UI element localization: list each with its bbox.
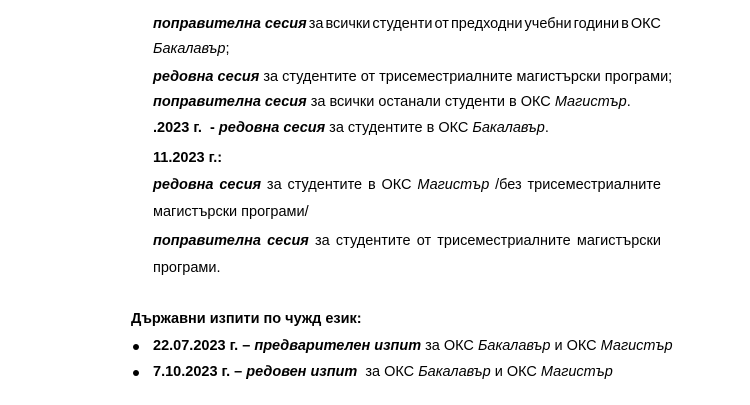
list-item <box>153 337 673 355</box>
word: студентите <box>287 177 363 193</box>
session-type-word: сесия <box>219 177 262 193</box>
text: за ОКС <box>421 338 478 354</box>
word: студентите <box>335 233 411 249</box>
session-type-word: редовна <box>153 177 214 193</box>
word: за <box>308 16 324 32</box>
word: предходни <box>450 16 523 32</box>
exam-type: предварителен изпит <box>254 338 422 354</box>
word: за <box>315 233 330 249</box>
session-type: поправителна сесия <box>153 16 307 32</box>
text: за студентите в ОКС <box>325 120 473 136</box>
degree-name: Магистър <box>600 338 673 354</box>
exam-date: 22.07.2023 г. – <box>153 338 255 354</box>
text: за ОКС <box>357 364 419 380</box>
word: /без <box>495 177 522 193</box>
word: ОКС <box>381 177 412 193</box>
section-heading: Държавни изпити по чужд език: <box>131 311 362 327</box>
degree-name: Магистър <box>417 177 490 193</box>
degree-name: Бакалавър <box>477 338 551 354</box>
paragraph-line-8: магистърски програми/ <box>153 204 309 220</box>
word: всички <box>325 16 371 32</box>
word: в <box>367 177 376 193</box>
bullet-icon <box>133 344 139 350</box>
session-type-word: сесия <box>267 233 309 249</box>
word: ОКС <box>630 16 661 32</box>
paragraph-line-1 <box>153 15 661 33</box>
exam-date: 7.10.2023 г. – <box>153 364 247 380</box>
text: за всички останали студенти в ОКС <box>306 94 555 110</box>
degree-name: Бакалавър <box>153 41 226 57</box>
word: в <box>621 16 629 32</box>
date-heading: 11.2023 г.: <box>153 150 223 166</box>
word: магистърски <box>576 233 661 249</box>
date-label: .2023 г. - <box>153 120 219 136</box>
degree-name: Бакалавър <box>418 364 491 380</box>
session-type: редовна сесия <box>218 120 326 136</box>
degree-name: Магистър <box>554 94 627 110</box>
paragraph-line-10: програми. <box>153 260 221 276</box>
text: и ОКС <box>490 364 541 380</box>
session-type: поправителна сесия <box>153 94 307 110</box>
word: за <box>266 177 282 193</box>
clipped-previous-line <box>153 0 673 4</box>
text: за студентите от трисеместриалните магистърски програми; <box>259 69 673 85</box>
punctuation: . <box>626 94 631 110</box>
paragraph-line-4 <box>153 93 631 111</box>
degree-name: Магистър <box>540 364 613 380</box>
word: години <box>573 16 620 32</box>
exam-type: редовен изпит <box>246 364 358 380</box>
paragraph-line-3 <box>153 68 672 86</box>
word: студенти <box>372 16 433 32</box>
session-type-word: поправителна <box>153 233 261 249</box>
word: от <box>434 16 449 32</box>
punctuation: . <box>544 120 549 136</box>
paragraph-line-7 <box>153 176 661 194</box>
paragraph-line-2 <box>153 40 230 58</box>
word: учебни <box>524 16 572 32</box>
word: трисеместриалните <box>437 233 571 249</box>
paragraph-line-9 <box>153 232 661 250</box>
bullet-icon <box>133 370 139 376</box>
session-type: редовна сесия <box>153 69 260 85</box>
word: от <box>416 233 432 249</box>
punctuation: ; <box>225 41 230 57</box>
list-item <box>153 363 613 381</box>
word: трисеместриалните <box>527 177 661 193</box>
degree-name: Бакалавър <box>472 120 545 136</box>
paragraph-line-5 <box>153 119 549 137</box>
text: и ОКС <box>550 338 601 354</box>
